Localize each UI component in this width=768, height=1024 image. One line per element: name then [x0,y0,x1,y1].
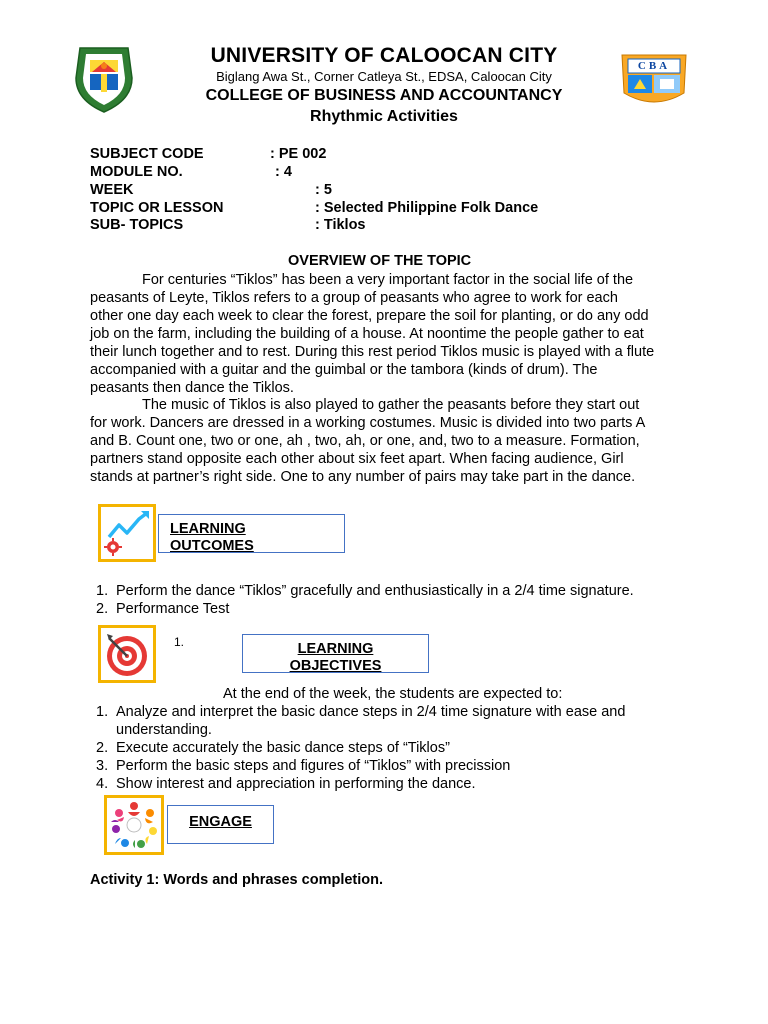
overview-p1-line: peasants then dance the Tiklos. [90,380,294,396]
outcome-text: Performance Test [116,601,230,617]
outcome-text: Perform the dance “Tiklos” gracefully and enthusiastically in a 2/4 time signature. [116,583,634,599]
list-item: 2. Performance Test [96,601,230,617]
overview-p1-line: other one day each week to clear the forest, prepare the soil for planting, or do any odd [90,308,649,324]
engage-label-text: ENGAGE [189,814,252,830]
cba-logo-text: CBA [637,60,671,72]
overview-paragraph-2 [90,396,690,486]
info-label-week: WEEK [90,182,134,198]
overview-p2-line: partners stand opposite each other about six feet apart. When facing audience, Girl [90,451,624,467]
overview-p2-line: and B. Count one, two or one, ah , two, ah, or one, and, two to a measure. Formation, [90,433,640,449]
subject-title: Rhythmic Activities [310,108,458,125]
objective-text: Execute accurately the basic dance steps of “Tiklos” [116,740,450,756]
learning-objectives-label-line2: OBJECTIVES [289,658,382,673]
list-item: 1. Analyze and interpret the basic dance steps in 2/4 time signature with ease and understanding. [96,704,626,738]
overview-p1-line: their lunch together and to rest. During this rest period Tiklos music is played with a flute [90,344,655,360]
info-label-subject-code: SUBJECT CODE [90,146,204,162]
objective-text: Show interest and appreciation in performing the dance. [116,776,476,792]
target-dart-icon [98,625,156,683]
info-value-topic: : Selected Philippine Folk Dance [315,200,539,216]
university-name: UNIVERSITY OF CALOOCAN CITY [210,44,558,67]
list-item: 1. Perform the dance “Tiklos” gracefully and enthusiastically in a 2/4 time signature. [96,583,634,599]
college-name: COLLEGE OF BUSINESS AND ACCOUNTANCY [205,87,563,104]
list-item: 3. Perform the basic steps and figures of “Tiklos” with precission [96,758,511,774]
learning-outcomes-label-line2: OUTCOMES [170,538,254,553]
info-label-topic: TOPIC OR LESSON [90,200,224,216]
stray-list-number: 1. [174,635,185,649]
info-value-module-no: : 4 [275,164,292,180]
info-label-module-no: MODULE NO. [90,164,183,180]
growth-chart-gear-icon [98,504,156,562]
info-value-week: : 5 [315,182,332,198]
activity-title: Activity 1: Words and phrases completion. [90,872,384,888]
overview-p1-line: accompanied with a guitar and the guimbal or the tambora (kinds of drum). The [90,362,598,378]
learning-outcomes-label-line1: LEARNING [170,521,246,537]
overview-heading: OVERVIEW OF THE TOPIC [288,253,472,269]
info-label-subtopics: SUB- TOPICS [90,217,184,233]
objective-text: Analyze and interpret the basic dance steps in 2/4 time signature with ease and understanding. [116,704,626,738]
engage-label [167,805,274,844]
overview-paragraph-1 [90,271,690,397]
learning-objectives-label [242,634,429,673]
objective-text: Perform the basic steps and figures of “Tiklos” with precission [116,758,511,774]
overview-p2-line: The music of Tiklos is also played to gather the peasants before they start out [142,397,640,413]
learning-outcomes-list [90,582,730,618]
learning-objectives-label-line1: LEARNING [297,641,374,657]
people-circle-icon [104,795,164,855]
list-item: 4. Show interest and appreciation in performing the dance. [96,776,476,792]
learning-outcomes-label [158,514,345,553]
overview-p1-line: job on the farm, including the building of a house. At noontime the people gather to eat [90,326,644,342]
info-value-subject-code: : PE 002 [270,146,327,162]
objectives-intro: At the end of the week, the students are expected to: [223,686,563,702]
info-value-subtopics: : Tiklos [315,217,366,233]
overview-p2-line: for work. Dancers are dressed in a working costumes. Music is divided into two parts A [90,415,646,431]
overview-p2-line: stands at partner’s right side. One to any number of pairs may take part in the dance. [90,469,636,485]
overview-p1-line: For centuries “Tiklos” has been a very important factor in the social life of the [142,272,634,288]
list-item: 2. Execute accurately the basic dance steps of “Tiklos” [96,740,450,756]
learning-objectives-list [90,703,670,793]
overview-p1-line: peasants of Leyte, Tiklos refers to a group of peasants who agree to work for each [90,290,618,306]
university-address: Biglang Awa St., Corner Catleya St., EDSA, Caloocan City [216,69,552,84]
